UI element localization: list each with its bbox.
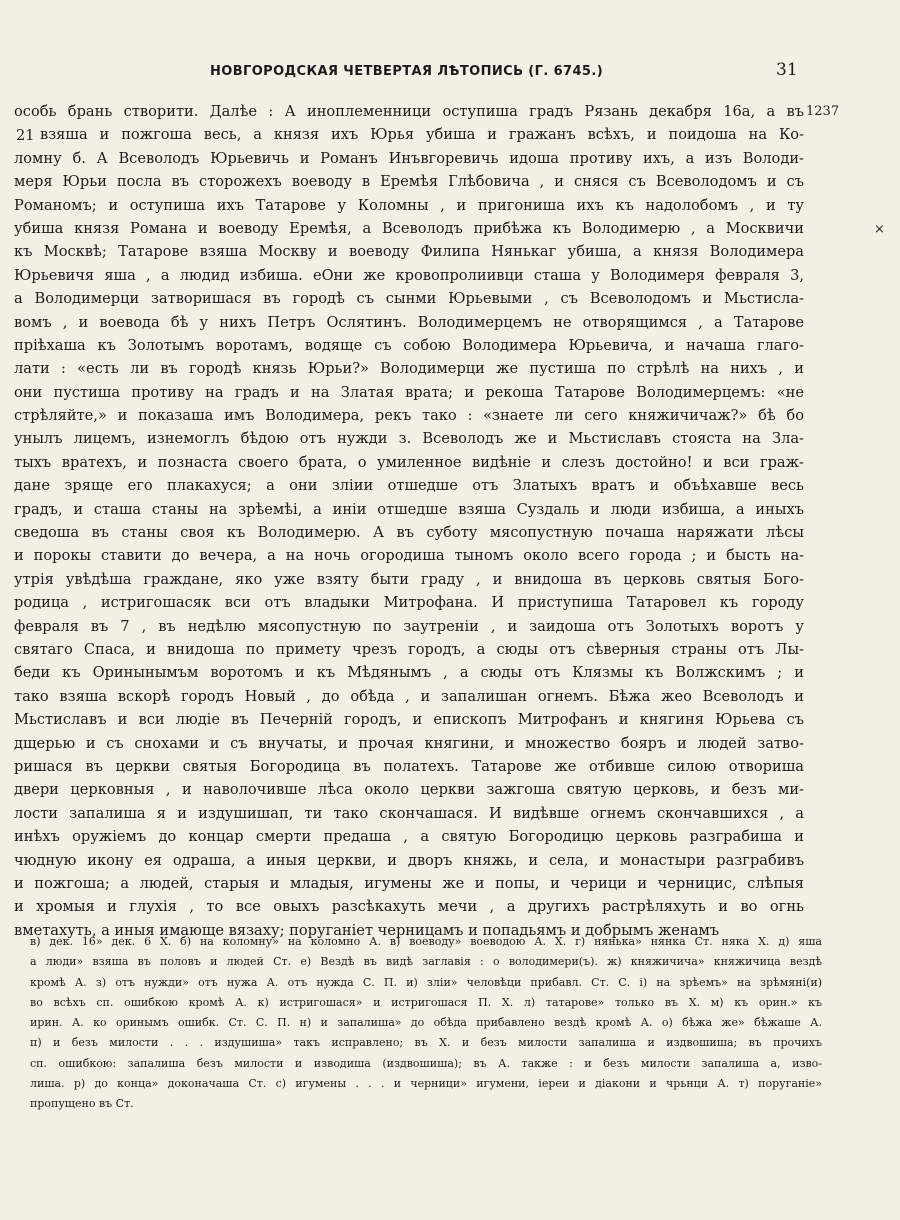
text-line: стрѣляйте,» и показаша имъ Володимера, рекъ тако : «знаете ли сего княжичичаж?» бѣ бо — [14, 407, 804, 425]
text-line: убиша князя Романа и воеводу Еремѣя, а Всеволодъ прибѣжа къ Володимерю , а Москвичи — [14, 219, 804, 237]
footnote-line: пропущено въ Ст. — [30, 1097, 134, 1111]
text-line: двери церковныя , и наволочивше лѣса около церкви зажгоша святую церковь, и безъ ми- — [14, 781, 804, 799]
page-number: 31 — [776, 60, 798, 80]
text-line: февраля въ 7 , въ недѣлю мясопустную по заутреніи , и заидоша отъ Золотыхъ воротъ у — [14, 617, 804, 635]
text-line: особь брань створити. Далѣе : А иноплеменници оступиша градъ Рязань декабря 16а, а въ — [14, 103, 804, 120]
text-line: дщерью и съ снохами и съ внучаты, и прочая княгини, и множество бояръ и людей затво- — [14, 734, 804, 752]
text-line: унылъ лицемъ, изнемоглъ бѣдою отъ нужди з. Всеволодъ же и Мьстиславъ стояста на Зла- — [14, 430, 804, 448]
text-line: тако взяша вскорѣ городъ Новый , до обѣда , и запалишан огнемъ. Бѣжа жео Всеволодъ и — [14, 687, 804, 705]
text-line: Мьстиславъ и вси людіе въ Печерній городъ, и епископъ Митрофанъ и княгиня Юрьева съ — [14, 711, 804, 729]
running-title: НОВГОРОДСКАЯ ЧЕТВЕРТАЯ ЛѢТОПИСЬ (Г. 6745.) — [210, 64, 604, 79]
text-line: Романомъ; и оступиша ихъ Татарове у Коломны , и пригониша ихъ къ надолобомъ , и ту — [14, 196, 804, 214]
text-line: вметахуть, а иныя имающе вязаху; поруганіет черницамъ и попадьямъ и добрымъ женамъ — [14, 921, 720, 939]
text-line: инѣхъ оружіемъ до концар смерти предаша , а святую Богородицю церковь разграбиша и — [14, 828, 804, 846]
text-line: дане зряще его плакахуся; а они зліии отшедше отъ Златыхъ вратъ и объѣхавше весь — [14, 477, 804, 495]
footnote-line: кромѣ А. з) отъ нужди» отъ нужа А. отъ нужда С. П. и) зліи» человѣци прибавл. Ст. С. і) на зрѣемъ» на зрѣмяні(и) — [30, 975, 822, 989]
text-line: утрія увѣдѣша граждане, яко уже взяту быти граду , и внидоша въ церковь святыя Бого- — [14, 570, 804, 588]
text-line: къ Москвѣ; Татарове взяша Москву и воеводу Филипа Нянькаг убиша, а князя Володимера — [14, 243, 804, 261]
text-line: и хромыя и глухія , то все овыхъ разсѣкахуть мечи , а другихъ растрѣляхуть и во огнь — [14, 898, 804, 916]
text-line: ришася въ церкви святыя Богородица въ полатехъ. Татарове же отбивше силою отвориша — [14, 757, 804, 775]
text-line: и пожгоша; а людей, старыя и младыя, игумены же и попы, и черици и черницис, слѣпыя — [14, 874, 804, 892]
main-text — [14, 100, 804, 942]
text-line: пріѣхаша къ Золотымъ воротамъ, водяще съ собою Володимера Юрьевича, и начаша глаго- — [14, 336, 804, 354]
text-line: родица , истригошасяк вси отъ владыки Митрофана. И приступиша Татаровел къ городу — [14, 594, 804, 612]
footnote-line: а люди» взяша въ половъ и людей Ст. е) Вездѣ въ видѣ заглавія : о володимери(ъ). ж) княжичича» княжичица вездѣ — [30, 955, 822, 969]
margin-cross-mark: × — [874, 222, 885, 237]
text-line: ломну б. А Всеволодъ Юрьевичь и Романъ Инъвгоревичь идоша противу ихъ, а изъ Володи- — [14, 149, 804, 167]
footnote-line: сп. ошибкою: запалиша безъ милости и изводиша (издвошиша); въ А. также : и безъ милости запалиша а, изво- — [30, 1056, 822, 1070]
text-line: лати : «есть ли въ городѣ князь Юрьи?» Володимерци же пустиша по стрѣлѣ на нихъ , и — [14, 360, 804, 378]
footnote-line: в) дек. 16» дек. 6 Х. б) на коломну» на коломно А. в) воеводу» воеводою А. Х. г) нянька» нянка Ст. няка Х. д) яша — [30, 935, 822, 948]
text-line: тыхъ вратехъ, и познаста своего брата, о умиленное видѣніе и слезъ достойно! и вси граж- — [14, 453, 804, 471]
text-line: они пустиша противу на градъ и на Златая врата; и рекоша Татарове Володимерцемъ: «не — [14, 383, 804, 401]
text-line: святаго Спаса, и внидоша по примету чрезъ городъ, а сюды отъ сѣверныя страны отъ Лы- — [14, 640, 804, 658]
page-header — [0, 58, 900, 88]
text-line: Юрьевичя яша , а людид избиша. еОни же кровопролиивци сташа у Володимеря февраля 3, — [14, 266, 804, 284]
text-line: а Володимерци затворишася въ городѣ съ сынми Юрьевыми , съ Всеволодомъ и Мьстисла- — [14, 290, 804, 308]
text-line: меря Юрьи посла въ сторожехъ воеводу в Еремѣя Глѣбовича , и сняся съ Всеволодомъ и съ — [14, 173, 804, 191]
footnotes — [30, 932, 822, 1115]
footnote-line: во всѣхъ сп. ошибкою кромѣ А. к) истригошася» и истригошася П. Х. л) татарове» только въ Х. м) къ орин.» къ — [30, 995, 822, 1009]
text-line: вомъ , и воевода бѣ у нихъ Петръ Ослятинъ. Володимерцемъ не отворящимся , а Татарове — [14, 313, 804, 331]
footnote-line: лиша. р) до конца» доконачаша Ст. с) игумены . . . и черници» игумени, іереи и діакони и чрьнци А. т) поруганіе» — [30, 1077, 822, 1091]
footnote-line: п) и безъ милости . . . издушиша» такъ исправлено; въ Х. и безъ милости запалиша и издвошиша; въ прочихъ — [30, 1036, 822, 1050]
text-line: и порокы ставити до вечера, а на ночь огородиша тыномъ около всего города ; и бысть на- — [14, 547, 804, 565]
text-line: беди къ Оринынымъм воротомъ и къ Мѣдянымъ , а сюды отъ Клязмы къ Волжскимъ ; и — [14, 664, 804, 682]
text-line: лости запалиша я и издушишап, ти тако скончашася. И видѣвше огнемъ скончавшихся , а — [14, 804, 804, 822]
text-line: сведоша въ станы своя къ Володимерю. А въ суботу мясопустную почаша наряжати лѣсы — [14, 524, 804, 542]
text-line: чюдную икону ея одраша, а иныя церкви, и дворъ княжь, и села, и монастыри разграбивъ — [14, 851, 804, 869]
text-line: взяша и пожгоша весь, а князя ихъ Юрья убиша и гражанъ всѣхъ, и поидоша на Ко- — [40, 126, 804, 144]
text-line: градъ, и сташа станы на зрѣемѣі, а иніи отшедше взяша Суздаль и люди избиша, а иныхъ — [14, 500, 804, 518]
margin-year: 1237 — [806, 104, 840, 119]
footnote-line: ирин. А. ко оринымъ ошибк. Ст. С. П. н) и запалиша» до обѣда прибавлено вездѣ кромѣ А. о) бѣжа же» бѣжаше А. — [30, 1016, 822, 1030]
margin-year-day: 21 — [16, 127, 35, 144]
